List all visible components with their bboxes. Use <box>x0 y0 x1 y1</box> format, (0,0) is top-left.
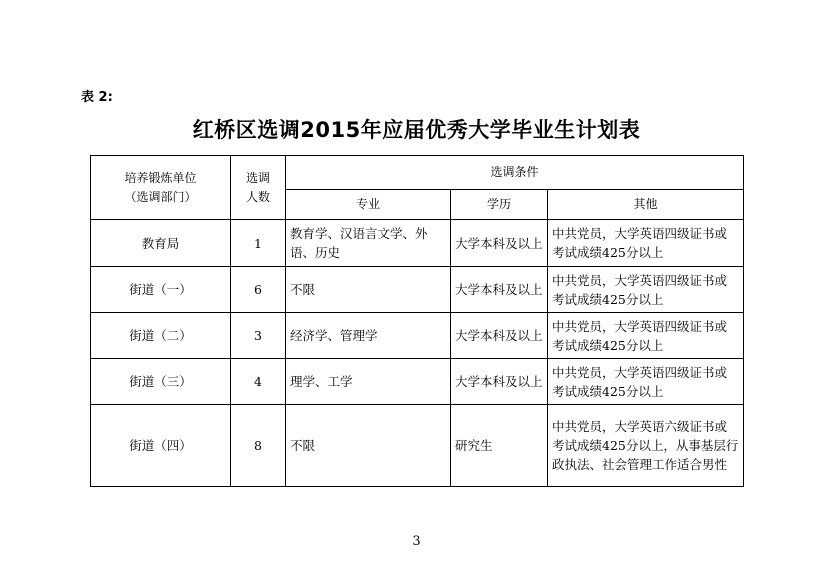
cell-other: 中共党员，大学英语四级证书或考试成绩425分以上 <box>548 313 744 359</box>
header-conditions: 选调条件 <box>286 156 744 190</box>
cell-count: 8 <box>231 405 286 487</box>
table-label: 表 2: <box>81 90 113 105</box>
cell-count: 6 <box>231 267 286 313</box>
cell-major: 经济学、管理学 <box>286 313 451 359</box>
header-unit-line1: 培养锻炼单位 <box>124 170 197 185</box>
cell-major: 不限 <box>286 267 451 313</box>
cell-education: 大学本科及以上 <box>451 267 548 313</box>
table-row <box>91 220 744 267</box>
cell-major: 教育学、汉语言文学、外语、历史 <box>286 220 451 267</box>
header-count-line2: 人数 <box>245 189 270 204</box>
document-title: 红桥区选调2015年应届优秀大学毕业生计划表 <box>192 118 641 142</box>
header-other: 其他 <box>548 190 744 220</box>
table-row <box>91 267 744 313</box>
cell-education: 大学本科及以上 <box>451 313 548 359</box>
table-row <box>91 313 744 359</box>
cell-unit: 教育局 <box>91 220 231 267</box>
cell-other: 中共党员，大学英语六级证书或考试成绩425分以上，从事基层行政执法、社会管理工作适合男性 <box>548 405 744 487</box>
header-row-top <box>91 156 744 190</box>
cell-education: 大学本科及以上 <box>451 220 548 267</box>
cell-other: 中共党员，大学英语四级证书或考试成绩425分以上 <box>548 359 744 405</box>
header-unit-line2: （选调部门） <box>124 189 197 204</box>
cell-major: 不限 <box>286 405 451 487</box>
cell-unit: 街道（三） <box>91 359 231 405</box>
cell-unit: 街道（一） <box>91 267 231 313</box>
cell-count: 4 <box>231 359 286 405</box>
cell-other: 中共党员，大学英语四级证书或考试成绩425分以上 <box>548 220 744 267</box>
cell-education: 大学本科及以上 <box>451 359 548 405</box>
header-count-line1: 选调 <box>245 170 270 185</box>
table-row <box>91 359 744 405</box>
cell-major: 理学、工学 <box>286 359 451 405</box>
header-major: 专业 <box>286 190 451 220</box>
cell-education: 研究生 <box>451 405 548 487</box>
table-row <box>91 405 744 487</box>
header-count <box>231 156 286 220</box>
cell-count: 1 <box>231 220 286 267</box>
header-unit <box>91 156 231 220</box>
plan-table <box>90 155 744 487</box>
cell-other: 中共党员，大学英语四级证书或考试成绩425分以上 <box>548 267 744 313</box>
header-education: 学历 <box>451 190 548 220</box>
cell-count: 3 <box>231 313 286 359</box>
cell-unit: 街道（二） <box>91 313 231 359</box>
cell-unit: 街道（四） <box>91 405 231 487</box>
page-number: 3 <box>412 534 421 549</box>
